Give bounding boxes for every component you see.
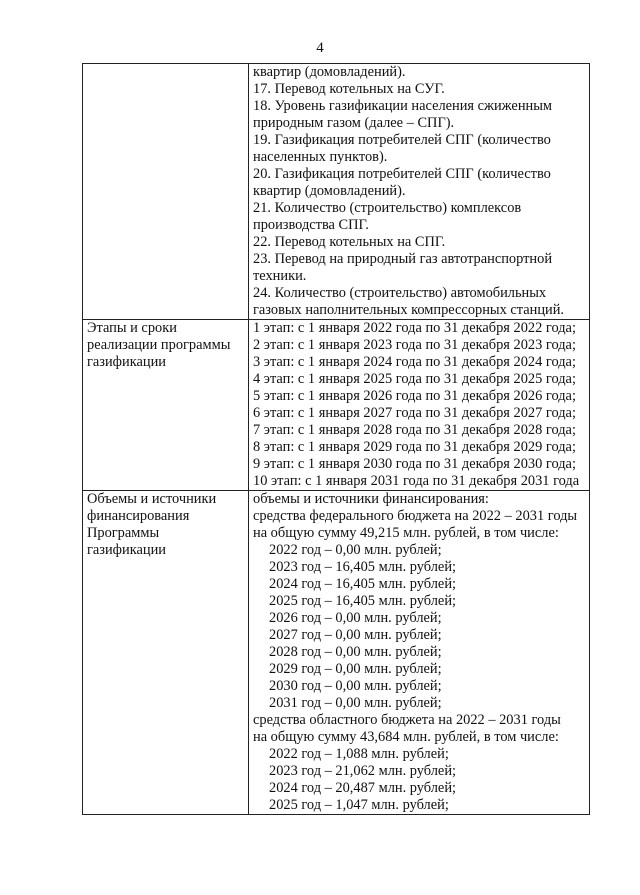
text-line: 20. Газификация потребителей СПГ (количество bbox=[253, 166, 551, 182]
row-label-funding bbox=[83, 491, 249, 815]
passport-table bbox=[82, 63, 590, 815]
text-line: 19. Газификация потребителей СПГ (количество bbox=[253, 132, 551, 148]
text-line: природным газом (далее – СПГ). bbox=[253, 115, 455, 131]
text-line: 2030 год – 0,00 млн. рублей; bbox=[269, 678, 442, 694]
text-line: средства областного бюджета на 2022 – 2031 годы bbox=[253, 712, 561, 728]
text-line: 2027 год – 0,00 млн. рублей; bbox=[269, 627, 442, 643]
text-line: газовых наполнительных компрессорных станций. bbox=[253, 302, 565, 318]
text-line: Этапы и сроки bbox=[87, 320, 177, 336]
table-row-stages bbox=[83, 320, 590, 491]
text-line: 2024 год – 20,487 млн. рублей; bbox=[269, 780, 457, 796]
text-line: населенных пунктов). bbox=[253, 149, 388, 165]
table-row-funding bbox=[83, 491, 590, 815]
text-line: 2 этап: с 1 января 2023 года по 31 декабря 2023 года; bbox=[253, 337, 576, 353]
text-line: 8 этап: с 1 января 2029 года по 31 декабря 2029 года; bbox=[253, 439, 576, 455]
text-line: 24. Количество (строительство) автомобильных bbox=[253, 285, 547, 301]
text-line: 2022 год – 1,088 млн. рублей; bbox=[269, 746, 449, 762]
text-line: 5 этап: с 1 января 2026 года по 31 декабря 2026 года; bbox=[253, 388, 576, 404]
text-line: на общую сумму 43,684 млн. рублей, в том числе: bbox=[253, 729, 559, 745]
text-line: 17. Перевод котельных на СУГ. bbox=[253, 81, 445, 97]
row-content-indicators bbox=[249, 64, 590, 320]
text-line: реализации программы bbox=[87, 337, 231, 353]
table-row-indicators bbox=[83, 64, 590, 320]
text-line: 1 этап: с 1 января 2022 года по 31 декабря 2022 года; bbox=[253, 320, 576, 336]
text-line: 2022 год – 0,00 млн. рублей; bbox=[269, 542, 442, 558]
text-line: Программы bbox=[87, 525, 160, 541]
text-line: 2023 год – 16,405 млн. рублей; bbox=[269, 559, 457, 575]
text-line: газификации bbox=[87, 542, 166, 558]
text-line: 22. Перевод котельных на СПГ. bbox=[253, 234, 446, 250]
row-content-funding bbox=[249, 491, 590, 815]
text-line: квартир (домовладений). bbox=[253, 64, 406, 80]
text-line: 2025 год – 16,405 млн. рублей; bbox=[269, 593, 457, 609]
text-line: газификации bbox=[87, 354, 166, 370]
text-line: 2023 год – 21,062 млн. рублей; bbox=[269, 763, 457, 779]
text-line: 21. Количество (строительство) комплексов bbox=[253, 200, 522, 216]
text-line: 6 этап: с 1 января 2027 года по 31 декабря 2027 года; bbox=[253, 405, 576, 421]
text-line: 10 этап: с 1 января 2031 года по 31 декабря 2031 года bbox=[253, 473, 580, 489]
text-line: производства СПГ. bbox=[253, 217, 369, 233]
text-line: 2025 год – 1,047 млн. рублей; bbox=[269, 797, 449, 813]
text-line: 2026 год – 0,00 млн. рублей; bbox=[269, 610, 442, 626]
text-line: 4 этап: с 1 января 2025 года по 31 декабря 2025 года; bbox=[253, 371, 576, 387]
text-line: объемы и источники финансирования: bbox=[253, 491, 489, 507]
text-line: средства федерального бюджета на 2022 – 2031 годы bbox=[253, 508, 578, 524]
text-line: финансирования bbox=[87, 508, 190, 524]
text-line: 9 этап: с 1 января 2030 года по 31 декабря 2030 года; bbox=[253, 456, 576, 472]
text-line: квартир (домовладений). bbox=[253, 183, 406, 199]
text-line: 2031 год – 0,00 млн. рублей; bbox=[269, 695, 442, 711]
text-line: 23. Перевод на природный газ автотранспортной bbox=[253, 251, 553, 267]
text-line: 2024 год – 16,405 млн. рублей; bbox=[269, 576, 457, 592]
row-label-indicators bbox=[83, 64, 249, 320]
row-label-stages bbox=[83, 320, 249, 491]
page-number: 4 bbox=[316, 40, 324, 56]
text-line: 7 этап: с 1 января 2028 года по 31 декабря 2028 года; bbox=[253, 422, 576, 438]
row-content-stages bbox=[249, 320, 590, 491]
text-line: техники. bbox=[253, 268, 307, 284]
text-line: 3 этап: с 1 января 2024 года по 31 декабря 2024 года; bbox=[253, 354, 576, 370]
text-line: Объемы и источники bbox=[87, 491, 217, 507]
text-line: 18. Уровень газификации населения сжиженным bbox=[253, 98, 552, 114]
text-line: 2028 год – 0,00 млн. рублей; bbox=[269, 644, 442, 660]
text-line: на общую сумму 49,215 млн. рублей, в том числе: bbox=[253, 525, 559, 541]
text-line: 2029 год – 0,00 млн. рублей; bbox=[269, 661, 442, 677]
